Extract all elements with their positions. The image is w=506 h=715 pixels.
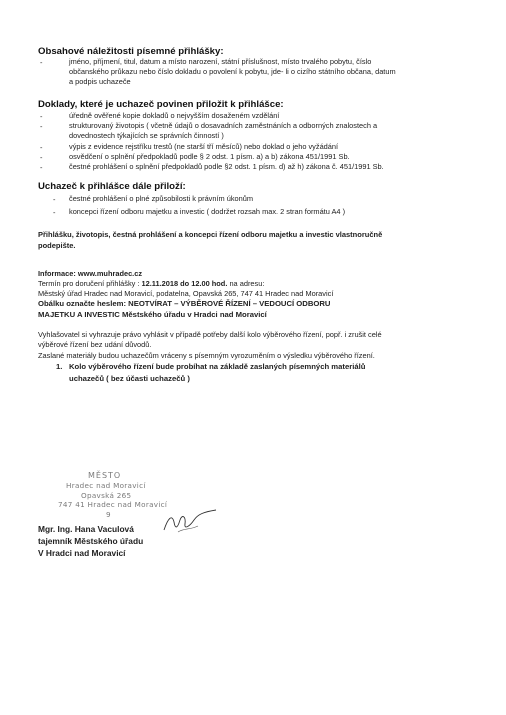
deadline-prefix: Termín pro doručení přihlášky : <box>38 279 142 288</box>
envelope-label: MAJETKU A INVESTIC Městského úřadu v Hradci nad Moravicí <box>38 310 267 319</box>
stamp-postcode: 747 41 Hradec nad Moravicí <box>58 500 168 509</box>
section-heading-attachments: Uchazeč k přihlášce dále přiloží: <box>38 181 186 192</box>
signing-note: Přihlášku, životopis, čestná prohlášení a koncepci řízení odboru majetku a investic vlastnoručně <box>38 230 383 239</box>
procedure-item-number: 1. <box>56 362 63 371</box>
attachment-item: koncepci řízení odboru majetku a investic ( dodržet rozsah max. 2 stran formátu A4 ) <box>69 207 346 216</box>
contents-line: a podpis uchazeče <box>69 77 131 86</box>
procedure-item: uchazečů ( bez účasti uchazečů ) <box>69 374 190 383</box>
envelope-label: Obálku označte heslem: NEOTVÍRAT – VÝBĚROVÉ ŘÍZENÍ – VEDOUCÍ ODBORU <box>38 299 331 308</box>
bullet-dash: - <box>53 195 56 204</box>
bullet-dash: - <box>40 58 43 67</box>
signatory-name: Mgr. Ing. Hana Vaculová <box>38 524 134 534</box>
signatory-place: V Hradci nad Moravicí <box>38 548 126 558</box>
signing-note: podepište. <box>38 241 76 250</box>
documents-item: strukturovaný životopis ( včetně údajů o dosavadních zaměstnáních a odborných znalostech a <box>69 121 378 130</box>
reservation-note: Vyhlašovatel si vyhrazuje právo vyhlásit v případě potřeby další kolo výběrového řízení, popř. i zrušit celé <box>38 330 382 339</box>
bullet-dash: - <box>53 208 56 217</box>
documents-item: osvědčení o splnění předpokladů podle § 2 odst. 1 písm. a) a b) zákona 451/1991 Sb. <box>69 152 350 161</box>
stamp-number: 9 <box>106 510 111 519</box>
deadline-line <box>38 279 264 288</box>
info-web: Informace: www.muhradec.cz <box>38 269 143 278</box>
bullet-dash: - <box>40 112 43 121</box>
documents-item: výpis z evidence rejstříku trestů (ne starší tří měsíců) nebo doklad o jeho vyžádání <box>69 142 339 151</box>
return-note: Zaslané materiály budou uchazečům vráceny s písemným vyrozuměním o výsledku výběrového řízení. <box>38 351 375 360</box>
documents-item-continuation: dovednostech týkajících se správních činností ) <box>69 131 224 140</box>
stamp-town: Hradec nad Moravicí <box>66 481 146 490</box>
documents-item: úředně ověřené kopie dokladů o nejvyšším dosaženém vzdělání <box>69 111 280 120</box>
handwritten-signature <box>160 508 220 536</box>
deadline-date: 12.11.2018 do 12.00 hod. <box>141 279 228 288</box>
stamp-city: MĚSTO <box>88 471 122 480</box>
reservation-note: výběrové řízení bez udání důvodů. <box>38 340 152 349</box>
deadline-suffix: na adresu: <box>227 279 265 288</box>
section-heading-documents: Doklady, které je uchazeč povinen přiložit k přihlášce: <box>38 99 284 110</box>
bullet-dash: - <box>40 163 43 172</box>
bullet-dash: - <box>40 153 43 162</box>
procedure-item: Kolo výběrového řízení bude probíhat na základě zaslaných písemných materiálů <box>69 362 366 371</box>
signatory-role: tajemník Městského úřadu <box>38 536 144 546</box>
submission-address: Městský úřad Hradec nad Moravicí, podatelna, Opavská 265, 747 41 Hradec nad Moravicí <box>38 289 334 298</box>
contents-line: občanského průkazu nebo číslo dokladu o povolení k pobytu, jde- li o cizího státního občana, datum <box>69 67 396 76</box>
section-heading-contents: Obsahové náležitosti písemné přihlášky: <box>38 46 224 57</box>
bullet-dash: - <box>40 143 43 152</box>
attachment-item: čestné prohlášení o plné způsobilosti k právním úkonům <box>69 194 254 203</box>
contents-line: jméno, příjmení, titul, datum a místo narození, státní příslušnost, místo trvalého pobytu, číslo <box>69 57 372 66</box>
documents-item: čestné prohlášení o splnění předpokladů podle §2 odst. 1 písm. d) až h) zákona č. 451/1991 Sb. <box>69 162 384 171</box>
bullet-dash: - <box>40 122 43 131</box>
stamp-street: Opavská 265 <box>81 491 132 500</box>
